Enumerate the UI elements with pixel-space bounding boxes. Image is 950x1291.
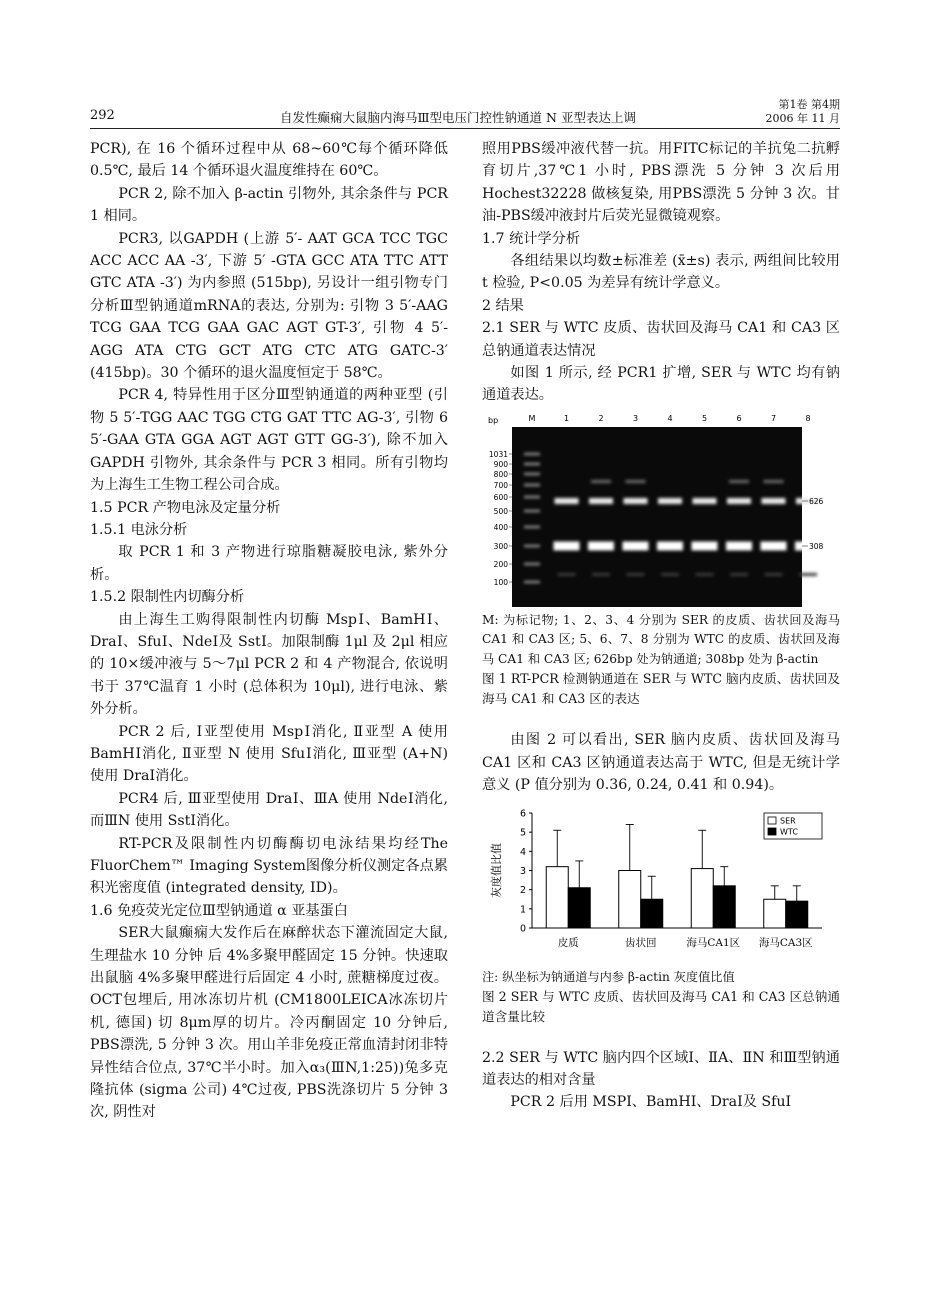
paragraph: 1.7 统计学分析 — [482, 230, 581, 247]
volume-info — [766, 98, 840, 126]
right-top-text — [482, 138, 840, 407]
paragraph: 各组结果以均数±标准差 (x̄±s) 表示, 两组间比较用 t 检验, P<0.05 为差异有统计学意义。 — [482, 253, 840, 292]
bar-chart — [482, 803, 840, 963]
band-primer — [627, 573, 645, 576]
band-626 — [589, 498, 613, 504]
band-faint — [729, 480, 749, 483]
band-faint — [591, 480, 611, 483]
ladder-label: 100 — [493, 577, 508, 587]
lane-label: 3 — [632, 413, 639, 423]
paragraph: PCR3, 以GAPDH (上游 5′- AAT GCA TCC TGC ACC ACC AA -3′, 下游 5′ -GTA GCC ATA TTC ATT GTC ATA -3′) 为内参照 (515bp), 另设计一组引物专门分析Ⅲ型钠通道mRNA的表达, 分别为: 引物 3 5′-AAG TCG GAA TCG GAA GAC AGT GT-3′, 引物 4 5′-AGG ATA CTG GCT ATG CTC ATG GATC-3′ (415bp)。30 个循环的退火温度恒定于 58℃。 — [90, 230, 448, 382]
paragraph: PCR 2 后, Ⅰ亚型使用 MspⅠ消化, Ⅱ亚型 A 使用 BamHⅠ消化, Ⅱ亚型 N 使用 SfuⅠ消化, Ⅲ亚型 (A+N) 使用 DraⅠ消化。 — [90, 723, 448, 785]
paragraph: 如图 1 所示, 经 PCR1 扩增, SER 与 WTC 均有钠通道表达。 — [482, 365, 840, 404]
figure-1 — [482, 411, 840, 611]
ladder-band — [524, 545, 540, 547]
band-primer — [696, 573, 714, 576]
ladder-band — [524, 463, 540, 465]
paragraph: 2 结果 — [482, 297, 524, 314]
ladder-band — [524, 453, 540, 455]
ladder-label: 300 — [493, 541, 508, 551]
right-column — [482, 138, 840, 1114]
right-bottom-text — [482, 1047, 840, 1114]
band-626-label: 626 — [809, 496, 824, 506]
bar-wtc — [786, 901, 808, 928]
y-tick-label: 1 — [519, 903, 526, 915]
ladder-label: 200 — [493, 559, 508, 569]
ladder-band — [524, 581, 540, 583]
bar-ser — [619, 870, 641, 928]
band-626 — [762, 498, 786, 504]
paragraph: SER大鼠癫痫大发作后在麻醉状态下灌流固定大鼠, 生理盐水 10 分钟 后 4%多聚甲醛固定 15 分钟。快速取出鼠脑 4%多聚甲醛进行后固定 4 小时, 蔗糖梯度过夜。OCT包埋后, 用冰冻切片机 (CM1800LEICA冰冻切片机, 德国) 切 8μm厚的切片。冷丙酮固定 10 分钟后, PBS漂洗, 5 分钟 3 次。用山羊非免疫正常血清封闭非特异性结合位点, 37℃半小时。加入α₃(ⅢN,1:25))兔多克隆抗体 (sigma 公司) 4℃过夜, PBS洗涤切片 5 分钟 3 次, 阴性对 — [90, 925, 448, 1121]
band-faint — [764, 480, 784, 483]
y-tick-label: 3 — [519, 865, 526, 877]
paragraph: 照用PBS缓冲液代替一抗。用FITC标记的羊抗兔二抗孵育切片,37℃1 小时, PBS漂洗 5 分钟 3 次后用 Hochest32228 做核复染, 用PBS漂洗 5 分钟 3 次。甘油-PBS缓冲液封片后荧光显微镜观察。 — [482, 141, 840, 225]
band-primer — [799, 573, 817, 576]
y-tick-label: 4 — [519, 846, 526, 858]
figure-2 — [482, 803, 840, 963]
band-primer — [592, 573, 610, 576]
band-626 — [555, 498, 579, 504]
running-title: 自发性癫痫大鼠脑内海马Ⅲ型电压门控性钠通道 N 亚型表达上调 — [280, 110, 636, 125]
lane-label: 7 — [770, 413, 777, 423]
paragraph: PCR), 在 16 个循环过程中从 68~60℃每个循环降低 0.5℃, 最后 14 个循环退火温度维持在 60℃。 — [90, 141, 448, 180]
ladder-band — [524, 510, 540, 512]
paragraph: 1.5 PCR 产物电泳及定量分析 — [90, 499, 281, 516]
bar-wtc — [713, 885, 735, 927]
page-number: 292 — [90, 108, 115, 123]
band-308 — [554, 541, 580, 550]
band-308 — [726, 541, 752, 550]
ladder-band — [524, 526, 540, 528]
ladder-band — [524, 473, 540, 475]
lane-label: 4 — [667, 413, 673, 423]
y-axis-label: 灰度值比值 — [490, 842, 503, 898]
band-primer — [661, 573, 679, 576]
band-308 — [692, 541, 718, 550]
bar-wtc — [641, 899, 663, 928]
paragraph: PCR 2, 除不加入 β-actin 引物外, 其余条件与 PCR 1 相同。 — [90, 185, 448, 225]
paragraph: PCR 4, 特异性用于区分Ⅲ型钠通道的两种亚型 (引物 5 5′-TGG AAC TGG CTG GAT TTC AG-3′, 引物 6 5′-GAA GTA GGA AGT AGT GTT GG-3′), 除不加入 GAPDH 引物外, 其余条件与 PCR 3 相同。所有引物均为上海生工生物工程公司合成。 — [90, 387, 448, 494]
left-column — [90, 138, 448, 1124]
band-308 — [761, 541, 787, 550]
legend-swatch — [768, 828, 776, 835]
ladder-label: 500 — [493, 506, 508, 516]
lane-label: 2 — [598, 413, 604, 423]
ladder-label: 400 — [493, 522, 508, 532]
figure-2-title: 图 2 SER 与 WTC 皮质、齿状回及海马 CA1 和 CA3 区总钠通道含量比较 — [482, 988, 840, 1024]
legend-swatch — [768, 817, 776, 824]
figure-1-title: 图 1 RT-PCR 检测钠通道在 SER 与 WTC 脑内皮质、齿状回及海马 CA1 和 CA3 区的表达 — [482, 671, 840, 707]
paragraph: 由图 2 可以看出, SER 脑内皮质、齿状回及海马 CA1 区和 CA3 区钠通道表达高于 WTC, 但是无统计学意义 (P 值分别为 0.36, 0.24, 0.41 和 0.94)。 — [482, 732, 840, 794]
ladder-band — [524, 496, 540, 498]
paragraph: 1.5.2 限制性内切酶分析 — [90, 589, 245, 606]
band-faint — [626, 480, 646, 483]
x-tick-label: 齿状回 — [625, 936, 657, 949]
ladder-label: 700 — [493, 480, 508, 490]
band-308 — [657, 541, 683, 550]
band-626 — [693, 498, 717, 504]
bar-ser — [691, 868, 713, 927]
ladder-label: 600 — [493, 492, 508, 502]
y-tick-label: 0 — [519, 923, 526, 935]
band-308 — [588, 541, 614, 550]
x-tick-label: 海马CA3区 — [758, 936, 813, 949]
y-tick-label: 6 — [519, 808, 526, 820]
bp-label: bp — [488, 415, 499, 425]
lane-label: 1 — [563, 413, 570, 423]
band-626 — [727, 498, 751, 504]
volume-issue: 第1卷 第4期 — [778, 98, 840, 111]
ladder-label: 800 — [493, 469, 508, 479]
lane-label: 6 — [736, 413, 742, 423]
bar-ser — [764, 899, 786, 928]
band-primer — [558, 573, 576, 576]
ladder-band — [524, 563, 540, 565]
paragraph: 由上海生工购得限制性内切酶 MspⅠ、BamHⅠ、DraⅠ、SfuⅠ、NdeⅠ及 SstⅠ。加限制酶 1μl 及 2μl 相应的 10×缓冲液与 5～7μl PCR 2 和 4 产物混合, 依说明书于 37℃温育 1 小时 (总体积为 10μl), 进行电泳、紫外分析。 — [90, 611, 448, 718]
right-middle-text — [482, 729, 840, 796]
x-tick-label: 皮质 — [557, 936, 579, 949]
ladder-label: 1031 — [488, 449, 508, 459]
bar-ser — [546, 866, 568, 927]
paragraph: 1.5.1 电泳分析 — [90, 521, 188, 538]
band-626 — [624, 498, 648, 504]
ladder-label: 900 — [493, 459, 508, 469]
lane-label: 5 — [701, 413, 708, 423]
lane-label: 8 — [805, 413, 811, 423]
gel-background — [512, 427, 802, 607]
paragraph: RT-PCR及限制性内切酶酶切电泳结果均经The FluorChem™ Imaging System图像分析仪测定各点累积光密度值 (integrated density, ID)。 — [90, 835, 448, 897]
band-626 — [658, 498, 682, 504]
figure-1-caption: M: 为标记物; 1、2、3、4 分别为 SER 的皮质、齿状回及海马 CA1 和 CA3 区; 5、6、7、8 分别为 WTC 的皮质、齿状回及海马 CA1 和 CA3 区; 626bp 处为钠通道; 308bp 处为 β-actin — [482, 612, 840, 666]
band-308 — [623, 541, 649, 550]
band-308-label: 308 — [809, 541, 824, 551]
running-header — [90, 100, 840, 129]
gel-image — [482, 411, 840, 611]
y-tick-label: 2 — [519, 884, 526, 896]
band-primer — [730, 573, 748, 576]
ladder-band — [524, 484, 540, 486]
bar-wtc — [568, 887, 590, 927]
paragraph: PCR 2 后用 MSPⅠ、BamHⅠ、DraⅠ及 SfuⅠ — [510, 1094, 792, 1111]
figure-2-note: 注: 纵坐标为钠通道与内参 β-actin 灰度值比值 — [482, 969, 735, 984]
paragraph: 2.1 SER 与 WTC 皮质、齿状回及海马 CA1 和 CA3 区总钠通道表达情况 — [482, 320, 840, 359]
paragraph: PCR4 后, Ⅲ亚型使用 DraⅠ、ⅢA 使用 NdeⅠ消化, 而ⅢN 使用 SstⅠ消化。 — [90, 790, 448, 830]
legend-label: SER — [780, 816, 796, 826]
legend-label: WTC — [780, 827, 798, 837]
lane-label: M — [528, 413, 536, 423]
paragraph: 取 PCR 1 和 3 产物进行琼脂糖凝胶电泳, 紫外分析。 — [90, 544, 448, 583]
paragraph: 2.2 SER 与 WTC 脑内四个区域Ⅰ、ⅡA、ⅡN 和Ⅲ型钠通道表达的相对含量 — [482, 1049, 840, 1088]
band-primer — [765, 573, 783, 576]
y-tick-label: 5 — [519, 827, 526, 839]
publish-date: 2006 年 11 月 — [765, 112, 840, 125]
x-tick-label: 海马CA1区 — [686, 936, 741, 949]
paragraph: 1.6 免疫荧光定位Ⅲ型钠通道 α 亚基蛋白 — [90, 902, 348, 919]
